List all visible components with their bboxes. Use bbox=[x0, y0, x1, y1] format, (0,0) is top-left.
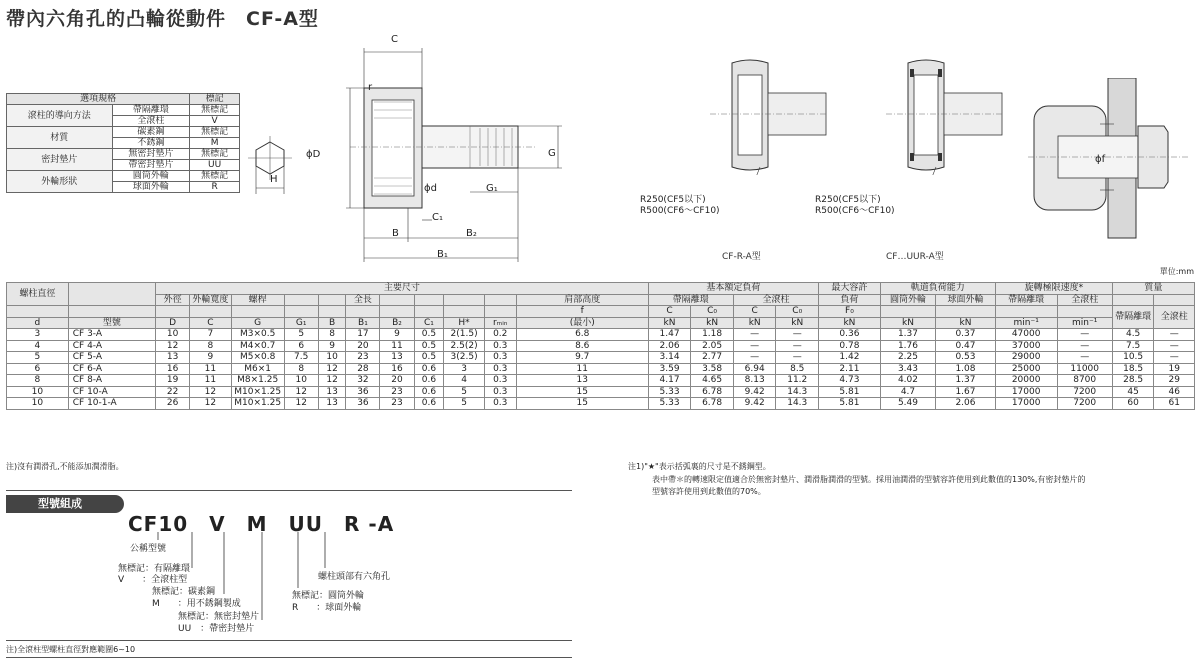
symbol-row bbox=[7, 317, 1195, 329]
table-cell: 6 bbox=[284, 340, 318, 352]
symbol-cell: C₁ bbox=[414, 317, 444, 329]
table-cell: 29000 bbox=[995, 352, 1057, 364]
table-cell: 8.13 bbox=[733, 375, 776, 387]
table-cell: 4.17 bbox=[648, 375, 691, 387]
option-name: 不銹鋼 bbox=[112, 138, 190, 149]
table-cell: 1.76 bbox=[880, 340, 935, 352]
symbol-cell: C bbox=[190, 317, 232, 329]
option-name: 無密封墊片 bbox=[112, 149, 190, 160]
table-cell: 46 bbox=[1154, 386, 1195, 398]
table-cell: 12 bbox=[190, 398, 232, 410]
example-rule-bottom bbox=[6, 657, 572, 658]
dim-label-phid: ϕd bbox=[424, 183, 437, 194]
symbol-cell: min⁻¹ bbox=[1057, 317, 1112, 329]
table-cell: 13 bbox=[318, 398, 346, 410]
table-cell: 0.3 bbox=[484, 352, 516, 364]
option-mark: UU bbox=[190, 160, 240, 171]
table-row bbox=[7, 398, 1195, 410]
table-cell: 13 bbox=[380, 352, 414, 364]
table-cell: 4.02 bbox=[880, 375, 935, 387]
table-cell: 7200 bbox=[1057, 386, 1112, 398]
header-speed-cage: 帶隔離環 bbox=[995, 294, 1057, 306]
table-cell: 1.42 bbox=[819, 352, 881, 364]
table-cell: 6.78 bbox=[691, 398, 734, 410]
table-cell: 2.06 bbox=[648, 340, 691, 352]
table-cell: 22 bbox=[156, 386, 190, 398]
dim-label-C: C bbox=[391, 34, 398, 45]
table-cell: 5 bbox=[284, 329, 318, 341]
table-cell: 23 bbox=[346, 352, 380, 364]
table-cell: 20 bbox=[380, 375, 414, 387]
table-cell: 23 bbox=[380, 398, 414, 410]
table-cell: 11 bbox=[380, 340, 414, 352]
header-outer-dia: 外徑 bbox=[156, 294, 190, 306]
option-name: 帶密封墊片 bbox=[112, 160, 190, 171]
table-cell: 1.37 bbox=[880, 329, 935, 341]
table-cell: 20000 bbox=[995, 375, 1057, 387]
table-cell: 6.78 bbox=[691, 386, 734, 398]
symbol-cell: G bbox=[231, 317, 284, 329]
symbol-cell: kN bbox=[819, 317, 881, 329]
header-basic-load: 基本額定負荷 bbox=[648, 283, 818, 295]
header-load: 負荷 bbox=[819, 294, 881, 306]
header-mass-cage: 帶隔離環 bbox=[1112, 306, 1154, 329]
table-cell: M8×1.25 bbox=[231, 375, 284, 387]
radius-note-right-1: R250(CF5以下) bbox=[815, 195, 881, 205]
table-cell: 6.94 bbox=[733, 363, 776, 375]
table-row bbox=[7, 329, 1195, 341]
table-cell: 2.11 bbox=[819, 363, 881, 375]
table-cell: 8 bbox=[190, 340, 232, 352]
table-cell: CF 3-A bbox=[68, 329, 155, 341]
label-guide-none: 無標記：有隔離環 bbox=[118, 564, 191, 574]
table-cell: 10 bbox=[156, 329, 190, 341]
symbol-cell: kN bbox=[936, 317, 996, 329]
caption-cf-r-a: CF-R-A型 bbox=[722, 252, 761, 262]
table-cell: 1.37 bbox=[936, 375, 996, 387]
table-cell: 11 bbox=[190, 375, 232, 387]
header-C: C bbox=[648, 306, 691, 318]
option-mark: 無標記 bbox=[190, 105, 240, 116]
table-cell: 16 bbox=[156, 363, 190, 375]
table-cell: 0.6 bbox=[414, 375, 444, 387]
header-speed: 旋轉極限速度* bbox=[995, 283, 1112, 295]
table-row bbox=[7, 352, 1195, 364]
option-group-name: 密封墊片 bbox=[7, 149, 113, 171]
option-mark: R bbox=[190, 182, 240, 193]
table-cell: 0.3 bbox=[484, 340, 516, 352]
model-example: CF10 V M UU R -A bbox=[128, 512, 395, 536]
dim-label-G: G bbox=[548, 148, 556, 159]
table-row bbox=[7, 363, 1195, 375]
table-cell: 47000 bbox=[995, 329, 1057, 341]
table-cell: — bbox=[776, 352, 819, 364]
table-cell: 20 bbox=[346, 340, 380, 352]
table-cell: 3 bbox=[444, 363, 484, 375]
table-cell: 1.08 bbox=[936, 363, 996, 375]
table-cell: 2.06 bbox=[936, 398, 996, 410]
symbol-cell: kN bbox=[880, 317, 935, 329]
table-cell: — bbox=[776, 340, 819, 352]
dim-label-B1: B₁ bbox=[437, 249, 448, 260]
note-speed-limit: 表中帶＊的轉速限定值適合於無密封墊片、潤滑脂潤滑的型號。採用油潤滑的型號容許使用到此數值的130%,有密封墊片的 bbox=[652, 475, 1086, 484]
table-cell: CF 6-A bbox=[68, 363, 155, 375]
header-mass: 質量 bbox=[1112, 283, 1194, 295]
table-cell: 12 bbox=[156, 340, 190, 352]
header-mass-full: 全滾柱 bbox=[1154, 306, 1195, 329]
option-name: 碳素鋼 bbox=[112, 127, 190, 138]
table-cell: 60 bbox=[1112, 398, 1154, 410]
header-shoulder: 肩部高度 bbox=[516, 294, 648, 306]
table-cell: 1.67 bbox=[936, 386, 996, 398]
table-cell: M5×0.8 bbox=[231, 352, 284, 364]
table-cell: 36 bbox=[346, 386, 380, 398]
table-row bbox=[7, 386, 1195, 398]
table-cell: 4.7 bbox=[880, 386, 935, 398]
table-cell: 0.37 bbox=[936, 329, 996, 341]
table-cell: 11 bbox=[516, 363, 648, 375]
header-total-length: 全長 bbox=[346, 294, 380, 306]
table-cell: CF 10-1-A bbox=[68, 398, 155, 410]
header-outer-width: 外輪寬度 bbox=[190, 294, 232, 306]
label-outer-r: R ：球面外輪 bbox=[292, 603, 362, 613]
dim-label-B: B bbox=[392, 228, 399, 239]
table-cell: 45 bbox=[1112, 386, 1154, 398]
header-max-load: 最大容許 bbox=[819, 283, 881, 295]
table-cell: 4 bbox=[7, 340, 69, 352]
table-cell: 3.58 bbox=[691, 363, 734, 375]
radius-note-right-2: R500(CF6～CF10) bbox=[815, 206, 895, 216]
table-cell: 5 bbox=[444, 386, 484, 398]
table-cell: 12 bbox=[284, 398, 318, 410]
label-guide-v: V ：全滾柱型 bbox=[118, 575, 188, 585]
header-sph-outer: 球面外輪 bbox=[936, 294, 996, 306]
symbol-cell: B₂ bbox=[380, 317, 414, 329]
table-cell: 8 bbox=[318, 329, 346, 341]
table-cell: 10.5 bbox=[1112, 352, 1154, 364]
table-cell: 37000 bbox=[995, 340, 1057, 352]
radius-note-left-1: R250(CF5以下) bbox=[640, 195, 706, 205]
table-cell: M10×1.25 bbox=[231, 386, 284, 398]
header-screw: 螺桿 bbox=[231, 294, 284, 306]
table-cell: 17000 bbox=[995, 398, 1057, 410]
table-cell: 5.49 bbox=[880, 398, 935, 410]
symbol-cell: D bbox=[156, 317, 190, 329]
table-cell: 29 bbox=[1154, 375, 1195, 387]
header-C0: C₀ bbox=[691, 306, 734, 318]
table-cell: 10 bbox=[7, 398, 69, 410]
table-cell: 5.33 bbox=[648, 386, 691, 398]
table-cell: 7.5 bbox=[284, 352, 318, 364]
table-cell: 18.5 bbox=[1112, 363, 1154, 375]
cf-r-a-drawing bbox=[700, 55, 830, 175]
table-cell: 0.2 bbox=[484, 329, 516, 341]
table-cell: 2(1.5) bbox=[444, 329, 484, 341]
symbol-cell: kN bbox=[648, 317, 691, 329]
table-cell: 23 bbox=[380, 386, 414, 398]
hex-socket-view bbox=[246, 136, 294, 198]
table-cell: 11 bbox=[190, 363, 232, 375]
table-cell: 2.05 bbox=[691, 340, 734, 352]
table-cell: 3(2.5) bbox=[444, 352, 484, 364]
symbol-cell: rₘᵢₙ bbox=[484, 317, 516, 329]
table-cell: 28 bbox=[346, 363, 380, 375]
option-mark: V bbox=[190, 116, 240, 127]
label-hex-socket: 螺柱頭部有六角孔 bbox=[318, 572, 391, 582]
table-cell: 8.6 bbox=[516, 340, 648, 352]
table-cell: 5.33 bbox=[648, 398, 691, 410]
table-cell: 3 bbox=[7, 329, 69, 341]
table-cell: 15 bbox=[516, 398, 648, 410]
label-outer-none: 無標記：圓筒外輪 bbox=[292, 591, 365, 601]
option-name: 全滾柱 bbox=[112, 116, 190, 127]
table-cell: 0.47 bbox=[936, 340, 996, 352]
table-cell: — bbox=[776, 329, 819, 341]
table-cell: 26 bbox=[156, 398, 190, 410]
table-cell: 2.25 bbox=[880, 352, 935, 364]
label-seal-none: 無標記：無密封墊片 bbox=[178, 612, 260, 622]
table-cell: 11000 bbox=[1057, 363, 1112, 375]
caption-cf-uur-a: CF…UUR-A型 bbox=[886, 252, 944, 262]
table-cell: — bbox=[733, 352, 776, 364]
table-cell: 0.6 bbox=[414, 386, 444, 398]
table-cell: 11.2 bbox=[776, 375, 819, 387]
table-cell: 28.5 bbox=[1112, 375, 1154, 387]
symbol-cell: d bbox=[7, 317, 69, 329]
header-full-roller: 全滾柱 bbox=[733, 294, 818, 306]
table-cell: 0.5 bbox=[414, 340, 444, 352]
table-cell: 14.3 bbox=[776, 398, 819, 410]
table-cell: 8 bbox=[7, 375, 69, 387]
table-cell: 0.53 bbox=[936, 352, 996, 364]
options-header-mark: 標記 bbox=[190, 94, 240, 105]
table-cell: M6×1 bbox=[231, 363, 284, 375]
table-cell: 1.47 bbox=[648, 329, 691, 341]
table-cell: — bbox=[1057, 329, 1112, 341]
table-row bbox=[7, 375, 1195, 387]
symbol-cell: kN bbox=[776, 317, 819, 329]
mounting-example-drawing bbox=[1028, 78, 1196, 240]
table-cell: 8.5 bbox=[776, 363, 819, 375]
table-cell: 12 bbox=[318, 363, 346, 375]
table-cell: — bbox=[1154, 340, 1195, 352]
table-cell: 0.3 bbox=[484, 363, 516, 375]
table-cell: 36 bbox=[346, 398, 380, 410]
example-rule-top bbox=[6, 490, 572, 491]
unit-label: 單位:mm bbox=[1159, 267, 1194, 276]
table-cell: — bbox=[733, 329, 776, 341]
table-cell: 5.81 bbox=[819, 386, 881, 398]
dim-label-r: r bbox=[368, 82, 373, 93]
table-cell: — bbox=[1057, 340, 1112, 352]
table-cell: 0.78 bbox=[819, 340, 881, 352]
option-name: 圓筒外輪 bbox=[112, 171, 190, 182]
dim-label-C1: C₁ bbox=[432, 212, 443, 223]
table-cell: M4×0.7 bbox=[231, 340, 284, 352]
symbol-cell: kN bbox=[733, 317, 776, 329]
table-cell: 10 bbox=[7, 386, 69, 398]
option-name: 球面外輪 bbox=[112, 182, 190, 193]
table-cell: 25000 bbox=[995, 363, 1057, 375]
table-cell: 19 bbox=[1154, 363, 1195, 375]
symbol-cell: B₁ bbox=[346, 317, 380, 329]
note-no-lube-hole: 注)沒有潤滑孔,不能添加潤滑脂。 bbox=[6, 462, 124, 471]
table-cell: 5 bbox=[7, 352, 69, 364]
table-cell: 4.5 bbox=[1112, 329, 1154, 341]
symbol-cell: (最小) bbox=[516, 317, 648, 329]
table-cell: 7200 bbox=[1057, 398, 1112, 410]
option-group-name: 外輪形狀 bbox=[7, 171, 113, 193]
spec-table bbox=[6, 282, 1195, 410]
table-cell: 32 bbox=[346, 375, 380, 387]
table-cell: 5.81 bbox=[819, 398, 881, 410]
table-cell: 12 bbox=[284, 386, 318, 398]
option-mark: 無標記 bbox=[190, 149, 240, 160]
option-mark: M bbox=[190, 138, 240, 149]
dim-label-H: H bbox=[270, 174, 278, 185]
label-nominal-model: 公稱型號 bbox=[130, 544, 167, 554]
table-cell: 13 bbox=[156, 352, 190, 364]
table-cell: M3×0.5 bbox=[231, 329, 284, 341]
note-full-roller-range: 注)全滾柱型螺柱直徑對應範圍6~10 bbox=[6, 645, 136, 654]
table-cell: 2.5(2) bbox=[444, 340, 484, 352]
symbol-cell: G₁ bbox=[284, 317, 318, 329]
table-cell: — bbox=[1057, 352, 1112, 364]
table-cell: 17 bbox=[346, 329, 380, 341]
header-f: f bbox=[516, 306, 648, 318]
table-cell: 0.3 bbox=[484, 398, 516, 410]
header-F0: F₀ bbox=[819, 306, 881, 318]
radius-note-left-2: R500(CF6～CF10) bbox=[640, 206, 720, 216]
header-main-dims: 主要尺寸 bbox=[156, 283, 649, 295]
table-cell: CF 4-A bbox=[68, 340, 155, 352]
dim-label-phiD: ϕD bbox=[306, 149, 321, 160]
table-cell: 13 bbox=[318, 386, 346, 398]
table-cell: — bbox=[1154, 329, 1195, 341]
table-cell: 9 bbox=[190, 352, 232, 364]
table-cell: 9 bbox=[318, 340, 346, 352]
table-cell: 3.14 bbox=[648, 352, 691, 364]
table-cell: 14.3 bbox=[776, 386, 819, 398]
options-table bbox=[6, 93, 240, 193]
table-cell: 12 bbox=[318, 375, 346, 387]
option-group-name: 材質 bbox=[7, 127, 113, 149]
table-cell: 16 bbox=[380, 363, 414, 375]
table-cell: CF 8-A bbox=[68, 375, 155, 387]
table-cell: 19 bbox=[156, 375, 190, 387]
option-group-name: 滾柱的導向方法 bbox=[7, 105, 113, 127]
table-cell: 12 bbox=[190, 386, 232, 398]
table-cell: CF 5-A bbox=[68, 352, 155, 364]
table-cell: 7 bbox=[190, 329, 232, 341]
table-cell: 4.73 bbox=[819, 375, 881, 387]
header-with-cage: 帶隔離環 bbox=[648, 294, 733, 306]
table-cell: 3.59 bbox=[648, 363, 691, 375]
label-seal-uu: UU ：帶密封墊片 bbox=[178, 624, 255, 634]
header-shaft-dia: 螺柱直徑 bbox=[7, 283, 69, 306]
header-track-load: 軌道負荷能力 bbox=[880, 283, 995, 295]
dim-label-phif: ϕf bbox=[1095, 154, 1106, 165]
page-title: 帶內六角孔的凸輪從動件 CF-A型 bbox=[6, 8, 319, 30]
table-cell: 4.65 bbox=[691, 375, 734, 387]
dim-label-G1: G₁ bbox=[486, 183, 498, 194]
table-cell: 10 bbox=[318, 352, 346, 364]
table-cell: M10×1.25 bbox=[231, 398, 284, 410]
cf-uur-a-drawing bbox=[876, 55, 1006, 175]
dim-label-B2: B₂ bbox=[466, 228, 477, 239]
option-mark: 無標記 bbox=[190, 171, 240, 182]
model-composition-tag: 型號組成 bbox=[6, 495, 124, 513]
header-speed-full: 全滾柱 bbox=[1057, 294, 1112, 306]
table-cell: 2.77 bbox=[691, 352, 734, 364]
table-cell: 0.36 bbox=[819, 329, 881, 341]
table-row bbox=[7, 340, 1195, 352]
note-1: 注1)"★"表示括弧裏的尺寸是不銹鋼型。 bbox=[628, 462, 771, 471]
symbol-cell: H* bbox=[444, 317, 484, 329]
table-cell: 0.6 bbox=[414, 398, 444, 410]
table-cell: 0.3 bbox=[484, 386, 516, 398]
label-material-m: M ：用不銹鋼製成 bbox=[152, 599, 241, 609]
table-cell: 6 bbox=[7, 363, 69, 375]
example-rule-mid bbox=[6, 640, 572, 641]
table-cell: 61 bbox=[1154, 398, 1195, 410]
table-cell: 9.42 bbox=[733, 398, 776, 410]
note-speed-limit-2: 型號容許使用到此數值的70%。 bbox=[652, 487, 766, 496]
table-cell: 10 bbox=[284, 375, 318, 387]
header-C0-full: C₀ bbox=[776, 306, 819, 318]
table-cell: 8700 bbox=[1057, 375, 1112, 387]
table-cell: 9 bbox=[380, 329, 414, 341]
table-cell: 0.5 bbox=[414, 329, 444, 341]
option-name: 帶隔離環 bbox=[112, 105, 190, 116]
table-cell: 15 bbox=[516, 386, 648, 398]
table-cell: 0.6 bbox=[414, 363, 444, 375]
table-cell: 6.8 bbox=[516, 329, 648, 341]
table-cell: CF 10-A bbox=[68, 386, 155, 398]
symbol-cell: B bbox=[318, 317, 346, 329]
symbol-cell: min⁻¹ bbox=[995, 317, 1057, 329]
table-cell: 0.5 bbox=[414, 352, 444, 364]
table-cell: 9.42 bbox=[733, 386, 776, 398]
table-cell: 4 bbox=[444, 375, 484, 387]
table-cell: 8 bbox=[284, 363, 318, 375]
symbol-cell: 型號 bbox=[68, 317, 155, 329]
label-material-none: 無標記：碳素鋼 bbox=[152, 587, 216, 597]
header-C-full: C bbox=[733, 306, 776, 318]
table-cell: 7.5 bbox=[1112, 340, 1154, 352]
table-cell: 9.7 bbox=[516, 352, 648, 364]
table-cell: 1.18 bbox=[691, 329, 734, 341]
table-cell: 0.3 bbox=[484, 375, 516, 387]
option-mark: 無標記 bbox=[190, 127, 240, 138]
options-header-spec: 選項規格 bbox=[7, 94, 190, 105]
table-cell: — bbox=[733, 340, 776, 352]
table-cell: — bbox=[1154, 352, 1195, 364]
header-cyl-outer: 圓筒外輪 bbox=[880, 294, 935, 306]
table-cell: 3.43 bbox=[880, 363, 935, 375]
table-cell: 13 bbox=[516, 375, 648, 387]
symbol-cell: kN bbox=[691, 317, 734, 329]
table-cell: 5 bbox=[444, 398, 484, 410]
table-cell: 17000 bbox=[995, 386, 1057, 398]
